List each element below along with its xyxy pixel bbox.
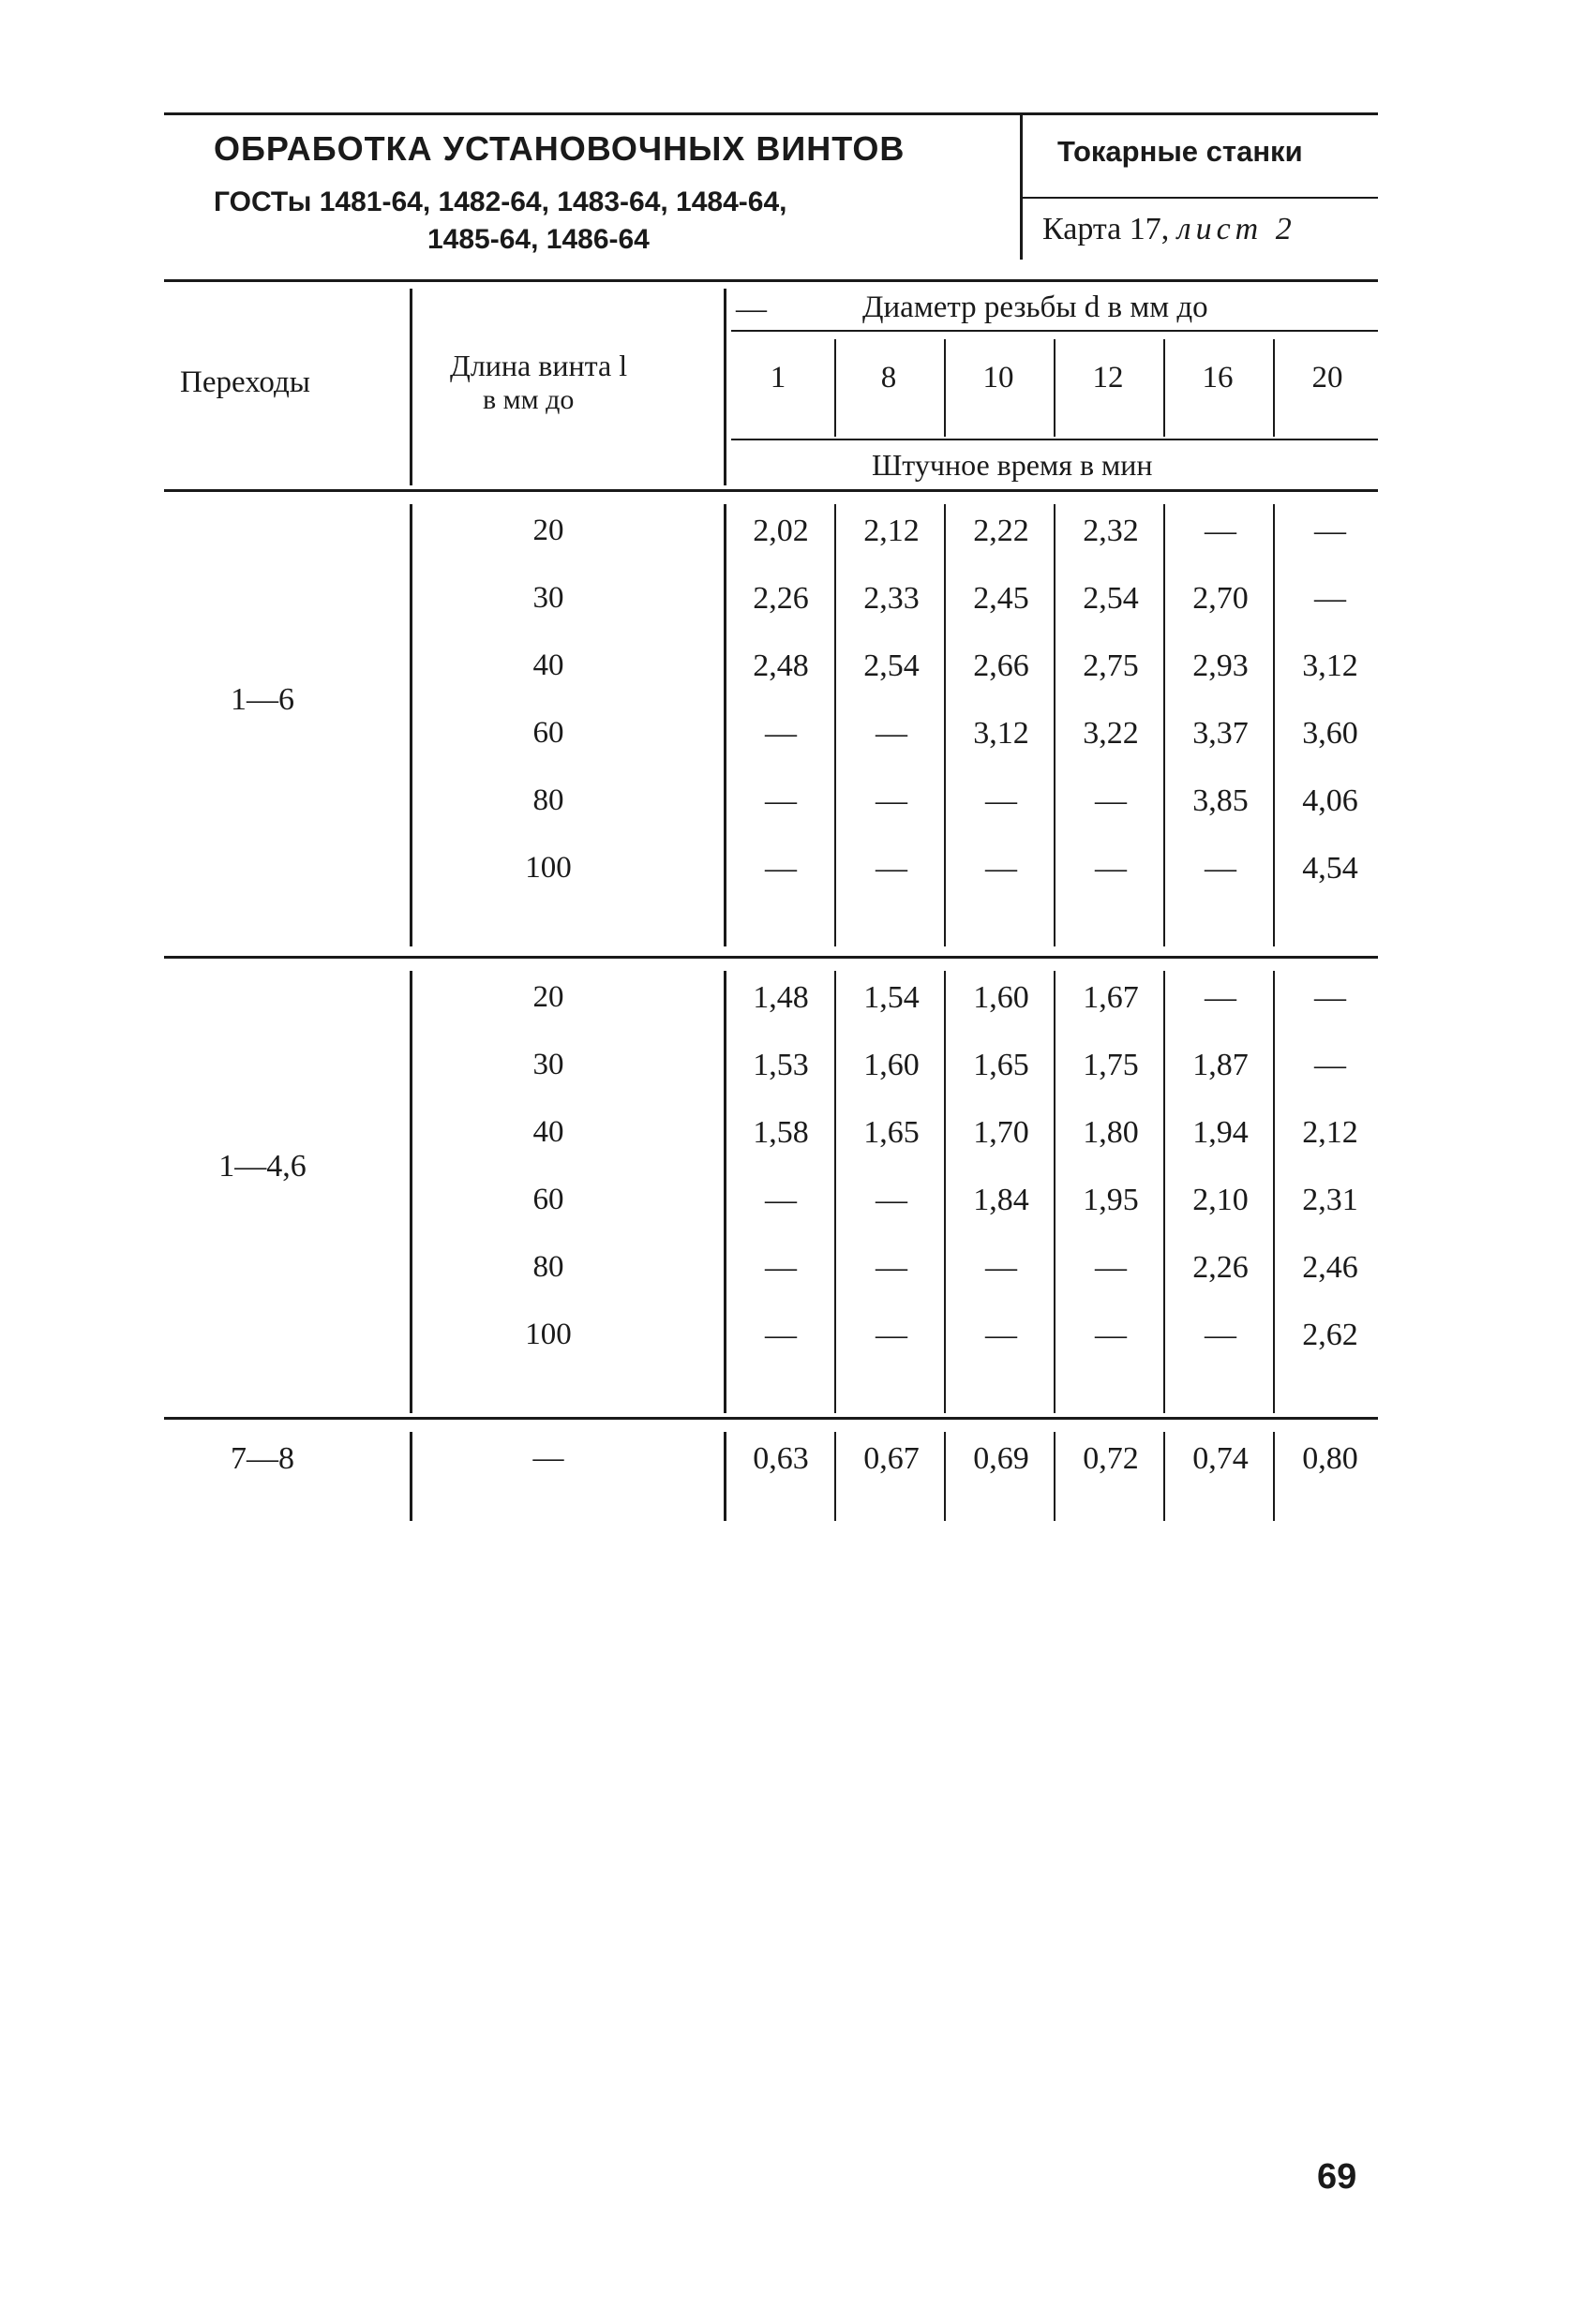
- time-value: 0,63: [753, 1441, 809, 1476]
- diameter-col-divider: [1054, 339, 1055, 437]
- time-value: 2,75: [1083, 648, 1139, 683]
- time-value: 2,46: [1302, 1250, 1358, 1285]
- time-value: 2,66: [973, 648, 1029, 683]
- time-value: 2,10: [1192, 1183, 1249, 1217]
- table-top-rule: [164, 279, 1378, 282]
- col-header-transitions: Переходы: [180, 365, 310, 399]
- time-value: —: [876, 783, 907, 818]
- diameter-value: 8: [880, 361, 897, 395]
- time-value: —: [985, 1250, 1017, 1285]
- diameter-value: 10: [982, 361, 1014, 395]
- screw-length: 100: [525, 851, 572, 885]
- group-separator: [164, 956, 1378, 959]
- time-value: 2,31: [1302, 1183, 1358, 1217]
- time-value: 4,54: [1302, 851, 1358, 886]
- time-value: —: [1314, 1048, 1346, 1082]
- header-bottom-rule: [164, 489, 1378, 492]
- time-value: 0,67: [863, 1441, 920, 1476]
- table-col-divider-1: [410, 289, 412, 485]
- screw-length: 40: [532, 648, 564, 682]
- time-value: 0,72: [1083, 1441, 1139, 1476]
- time-value: —: [765, 1318, 797, 1352]
- time-value: 1,54: [863, 980, 920, 1015]
- time-value: 0,80: [1302, 1441, 1358, 1476]
- gost-line-2: 1485-64, 1486-64: [427, 224, 650, 255]
- header-divider: [1020, 114, 1023, 260]
- col-header-length-2: в мм до: [483, 384, 575, 415]
- time-value: —: [765, 1183, 797, 1217]
- time-value: 2,45: [973, 581, 1029, 616]
- time-value: 1,87: [1192, 1048, 1249, 1082]
- time-value: —: [876, 1318, 907, 1352]
- time-value: —: [1095, 1318, 1127, 1352]
- diameter-dash: —: [736, 292, 767, 326]
- time-value: —: [876, 716, 907, 751]
- time-value: —: [1314, 514, 1346, 548]
- time-value: 1,80: [1083, 1115, 1139, 1150]
- group-separator: [164, 1417, 1378, 1420]
- time-value: 2,26: [1192, 1250, 1249, 1285]
- time-value: 3,12: [1302, 648, 1358, 683]
- time-value: 2,54: [1083, 581, 1139, 616]
- time-value: —: [765, 1250, 797, 1285]
- screw-length: 80: [532, 783, 564, 817]
- gost-line-1: ГОСТы 1481-64, 1482-64, 1483-64, 1484-64,: [214, 186, 787, 217]
- time-value: 3,37: [1192, 716, 1249, 751]
- diameter-row-rule: [731, 439, 1378, 440]
- time-value: —: [765, 783, 797, 818]
- time-value: 3,22: [1083, 716, 1139, 751]
- time-value: 2,33: [863, 581, 920, 616]
- time-value: 1,65: [973, 1048, 1029, 1082]
- header-right-rule: [1022, 197, 1378, 199]
- screw-length: —: [532, 1441, 564, 1475]
- time-value: 1,60: [973, 980, 1029, 1015]
- diameter-col-divider: [1273, 339, 1275, 437]
- time-value: —: [1095, 1250, 1127, 1285]
- time-value: 1,65: [863, 1115, 920, 1150]
- time-value: 1,94: [1192, 1115, 1249, 1150]
- body-col-divider: [410, 1432, 412, 1521]
- time-value: —: [1205, 980, 1236, 1015]
- time-value: —: [1205, 514, 1236, 548]
- time-value: —: [1095, 783, 1127, 818]
- time-value: 2,02: [753, 514, 809, 548]
- body-col-divider: [410, 504, 412, 946]
- time-value: 2,48: [753, 648, 809, 683]
- gost-standards: [214, 184, 936, 259]
- time-value: 4,06: [1302, 783, 1358, 818]
- time-value: 2,70: [1192, 581, 1249, 616]
- card-reference: [1042, 212, 1296, 247]
- time-value: 1,53: [753, 1048, 809, 1082]
- screw-length: 100: [525, 1318, 572, 1351]
- screw-length: 20: [532, 980, 564, 1014]
- time-value: 3,12: [973, 716, 1029, 751]
- time-value: 2,22: [973, 514, 1029, 548]
- diameter-value: 20: [1311, 361, 1343, 395]
- screw-length: 40: [532, 1115, 564, 1149]
- time-value: —: [876, 851, 907, 886]
- machine-type: Токарные станки: [1057, 135, 1303, 168]
- time-value: 3,85: [1192, 783, 1249, 818]
- time-value: 3,60: [1302, 716, 1358, 751]
- diameter-col-divider: [1163, 339, 1165, 437]
- screw-length: 60: [532, 1183, 564, 1216]
- time-value: 1,75: [1083, 1048, 1139, 1082]
- time-value: 1,67: [1083, 980, 1139, 1015]
- screw-length: 20: [532, 514, 564, 547]
- time-value: 1,48: [753, 980, 809, 1015]
- time-value: 0,69: [973, 1441, 1029, 1476]
- diameter-value: 12: [1092, 361, 1124, 395]
- body-col-divider: [410, 971, 412, 1413]
- transition-group-label: 1—6: [231, 682, 294, 717]
- transition-group-label: 7—8: [231, 1441, 294, 1476]
- time-value: 1,70: [973, 1115, 1029, 1150]
- time-value: 2,32: [1083, 514, 1139, 548]
- time-value: —: [876, 1183, 907, 1217]
- time-value: —: [1314, 581, 1346, 616]
- card-label: Карта 17,: [1042, 212, 1170, 246]
- screw-length: 80: [532, 1250, 564, 1284]
- time-value: 2,12: [863, 514, 920, 548]
- card-sheet: лист 2: [1176, 212, 1296, 246]
- time-value: 2,26: [753, 581, 809, 616]
- time-value: —: [1205, 1318, 1236, 1352]
- diameter-underline: [731, 330, 1378, 332]
- page-number: 69: [1317, 2157, 1357, 2197]
- time-value: —: [1095, 851, 1127, 886]
- diameter-col-divider: [834, 339, 836, 437]
- time-value: —: [765, 851, 797, 886]
- time-value: —: [876, 1250, 907, 1285]
- time-value: —: [1314, 980, 1346, 1015]
- page-title: ОБРАБОТКА УСТАНОВОЧНЫХ ВИНТОВ: [214, 129, 906, 168]
- diameter-value: 1: [770, 361, 786, 395]
- time-value: 2,62: [1302, 1318, 1358, 1352]
- header-top-rule: [164, 112, 1378, 115]
- diameter-header: Диаметр резьбы d в мм до: [862, 290, 1208, 324]
- time-value: —: [985, 851, 1017, 886]
- time-value: —: [985, 1318, 1017, 1352]
- transition-group-label: 1—4,6: [218, 1149, 307, 1184]
- time-value: 1,58: [753, 1115, 809, 1150]
- screw-length: 60: [532, 716, 564, 750]
- time-value: 1,60: [863, 1048, 920, 1082]
- col-header-length-1: Длина винта l: [450, 349, 628, 382]
- time-value: 2,93: [1192, 648, 1249, 683]
- time-value: 2,54: [863, 648, 920, 683]
- screw-length: 30: [532, 1048, 564, 1081]
- time-value: 1,84: [973, 1183, 1029, 1217]
- diameter-value: 16: [1202, 361, 1234, 395]
- screw-length: 30: [532, 581, 564, 615]
- time-value: 2,12: [1302, 1115, 1358, 1150]
- time-value: —: [765, 716, 797, 751]
- time-value: 0,74: [1192, 1441, 1249, 1476]
- time-value: —: [1205, 851, 1236, 886]
- diameter-col-divider: [944, 339, 946, 437]
- time-header: Штучное время в мин: [872, 448, 1153, 482]
- time-value: 1,95: [1083, 1183, 1139, 1217]
- time-value: —: [985, 783, 1017, 818]
